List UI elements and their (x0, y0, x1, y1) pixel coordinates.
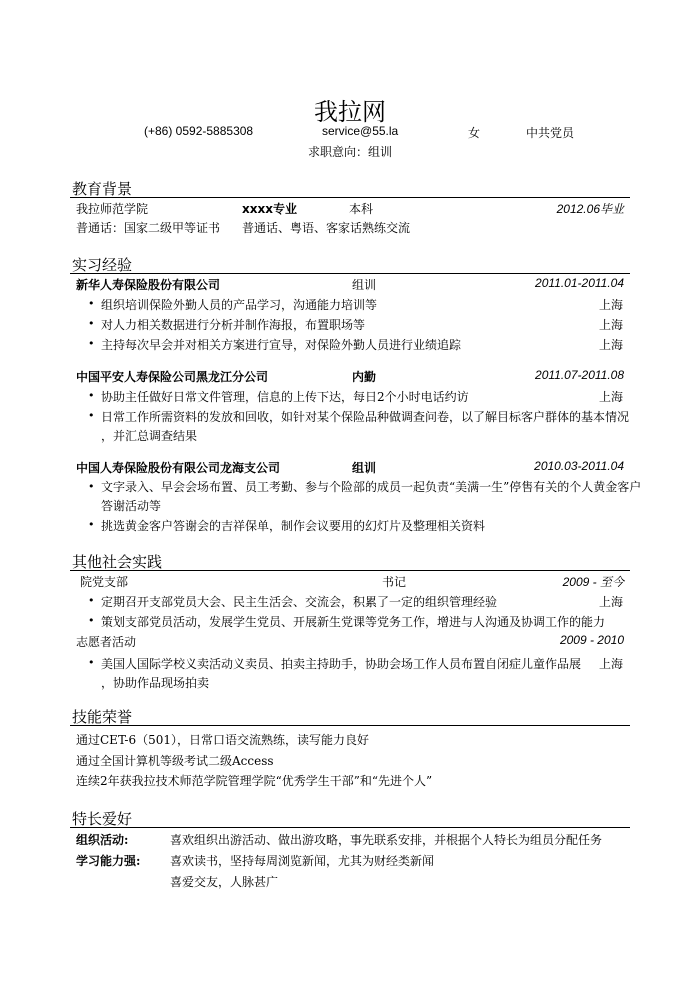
bullet-icon: • (88, 389, 95, 402)
section-divider (70, 725, 630, 726)
email-address[interactable]: service@55.la (322, 124, 399, 138)
bullet-icon: • (88, 594, 95, 607)
job-item: 日常工作所需资料的发放和回收，如针对某个保险品种做调查问卷，以了解目标客户群体的基本情况 (101, 410, 630, 424)
phone-number: (+86) 0592-5885308 (144, 124, 254, 138)
job-item: 协助主任做好日常文件管理，信息的上传下达，每日2个小时电话约访 (101, 390, 469, 404)
bullet-icon: • (88, 409, 95, 422)
bullet-icon: • (88, 518, 95, 531)
bullet-icon: • (88, 656, 95, 669)
hobby-text: 喜欢读书，坚持每周浏览新闻，尤其为财经类新闻 (170, 854, 435, 868)
skill-line: 通过CET-6（501），日常口语交流熟练，读写能力良好 (76, 733, 369, 747)
school-name: 我拉师范学院 (76, 202, 149, 216)
skill-line: 连续2年获我拉技术师范学院管理学院“优秀学生干部”和“先进个人” (76, 774, 433, 788)
job-item: 对人力相关数据进行分析并制作海报，布置职场等 (101, 318, 366, 332)
job-item-continued: 答谢活动等 (101, 499, 162, 513)
section-title-skills: 技能荣誉 (72, 708, 133, 726)
bullet-icon: • (88, 614, 95, 627)
job-dates: 2011.01-2011.04 (535, 276, 624, 290)
org-name: 志愿者活动 (76, 635, 137, 649)
job-dates: 2011.07-2011.08 (535, 368, 624, 382)
job-role: 组训 (352, 278, 377, 292)
section-divider (70, 273, 630, 274)
hobby-label: 组织活动: (76, 833, 129, 847)
org-role: 书记 (382, 575, 407, 589)
job-location: 上海 (598, 338, 623, 352)
job-role: 组训 (352, 461, 377, 475)
section-title-hobbies: 特长爱好 (72, 810, 133, 828)
job-item: 挑选黄金客户答谢会的吉祥保单，制作会议要用的幻灯片及整理相关资料 (101, 519, 486, 533)
section-title-internship: 实习经验 (72, 256, 133, 274)
job-dates: 2010.03-2011.04 (534, 459, 624, 473)
job-item: 文字录入、早会会场布置、员工考勤、参与个险部的成员一起负责“美满一生”停售有关的个人黄金客户 (101, 480, 642, 494)
job-item: 组织培训保险外勤人员的产品学习，沟通能力培训等 (101, 298, 378, 312)
job-item: 主持每次早会并对相关方案进行宣导，对保险外勤人员进行业绩追踪 (101, 338, 462, 352)
languages: 普通话、粤语、客家话熟练交流 (242, 221, 411, 235)
graduation-date: 2012.06毕业 (556, 202, 624, 216)
mandarin-cert: 普通话：国家二级甲等证书 (76, 221, 221, 235)
job-location: 上海 (598, 298, 623, 312)
section-divider (70, 827, 630, 828)
skill-line: 通过全国计算机等级考试二级Access (76, 754, 274, 768)
job-item-continued: ，并汇总调查结果 (101, 429, 198, 443)
political-status: 中共党员 (526, 126, 575, 140)
bullet-icon: • (88, 480, 95, 493)
job-role: 内勤 (352, 370, 377, 384)
practice-item: 定期召开支部党员大会、民主生活会、交流会，积累了一定的组织管理经验 (101, 595, 498, 609)
practice-location: 上海 (598, 657, 623, 671)
major: xxxx专业 (242, 202, 297, 216)
job-intent: 求职意向：组训 (307, 145, 392, 159)
job-location: 上海 (598, 390, 623, 404)
practice-item: 美国人国际学校义卖活动义卖员、拍卖主持助手，协助会场工作人员布置自闭症儿童作品展 (101, 657, 582, 671)
bullet-icon: • (88, 297, 95, 310)
practice-item-continued: ，协助作品现场拍卖 (101, 676, 210, 690)
company-name: 中国平安人寿保险公司黑龙江分公司 (76, 370, 269, 384)
company-name: 新华人寿保险股份有限公司 (76, 278, 221, 292)
section-divider (70, 570, 630, 571)
org-dates: 2009 - 2010 (559, 633, 624, 647)
section-divider (70, 197, 630, 198)
job-location: 上海 (598, 318, 623, 332)
resume-name: 我拉网 (314, 98, 386, 126)
practice-location: 上海 (598, 595, 623, 609)
bullet-icon: • (88, 317, 95, 330)
org-name: 院党支部 (80, 575, 129, 589)
section-title-social: 其他社会实践 (72, 553, 163, 571)
gender: 女 (468, 126, 481, 140)
hobby-text: 喜欢组织出游活动、做出游攻略，事先联系安排，并根据个人特长为组员分配任务 (170, 833, 603, 847)
section-title-education: 教育背景 (72, 180, 133, 198)
hobby-text: 喜爱交友，人脉甚广 (170, 875, 279, 889)
practice-item: 策划支部党员活动，发展学生党员、开展新生党课等党务工作，增进与人沟通及协调工作的能力 (101, 615, 606, 629)
company-name: 中国人寿保险股份有限公司龙海支公司 (76, 461, 281, 475)
bullet-icon: • (88, 337, 95, 350)
degree: 本科 (349, 202, 374, 216)
hobby-label: 学习能力强: (76, 854, 141, 868)
org-dates: 2009 - 至今 (562, 575, 624, 589)
